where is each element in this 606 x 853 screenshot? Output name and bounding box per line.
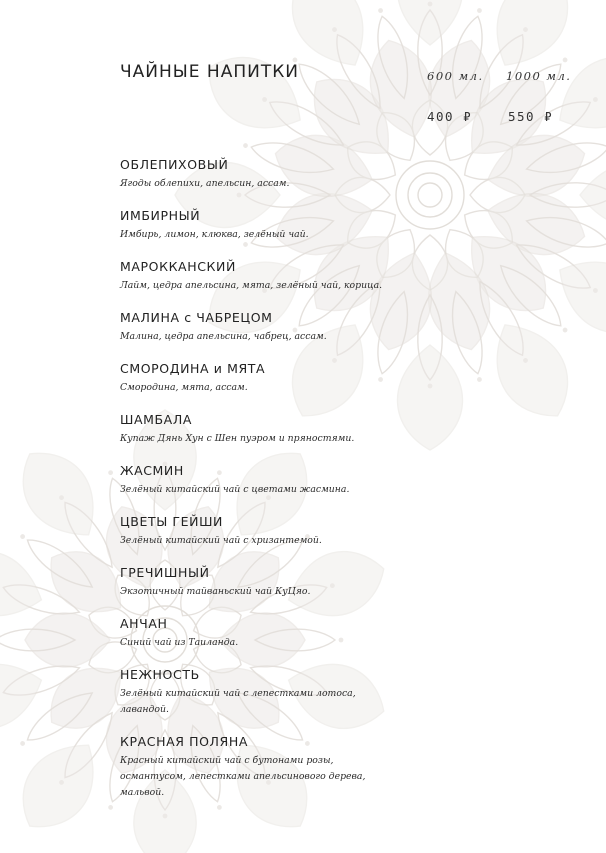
menu-item bbox=[120, 565, 420, 600]
item-description: Ягоды облепихи, апельсин, ассам. bbox=[120, 178, 290, 189]
item-name: ГРЕЧИШНЫЙ bbox=[120, 565, 210, 580]
price-600: 400 ₽ bbox=[427, 109, 473, 124]
item-name: МАРОККАНСКИЙ bbox=[120, 259, 236, 274]
item-description: Красный китайский чай с бутонами розы, османтусом, лепестками апельсинового дерева, мальвой. bbox=[120, 755, 366, 798]
item-description: Зелёный китайский чай с лепестками лотоса, лавандой. bbox=[120, 688, 356, 715]
item-name: МАЛИНА с ЧАБРЕЦОМ bbox=[120, 310, 273, 325]
item-name: ЖАСМИН bbox=[120, 463, 184, 478]
menu-item bbox=[120, 734, 420, 801]
item-description: Малина, цедра апельсина, чабрец, ассам. bbox=[120, 331, 327, 342]
page-title: ЧАЙНЫЕ НАПИТКИ bbox=[120, 62, 300, 82]
menu-item bbox=[120, 616, 420, 651]
item-name: ШАМБАЛА bbox=[120, 412, 192, 427]
menu-item bbox=[120, 310, 420, 345]
item-description: Купаж Дянь Хун с Шен пуэром и пряностями. bbox=[120, 433, 355, 444]
menu-item bbox=[120, 463, 420, 498]
item-description: Имбирь, лимон, клюква, зелёный чай. bbox=[120, 229, 309, 240]
menu-item bbox=[120, 157, 420, 192]
menu-items bbox=[120, 157, 420, 801]
volume-1000: 1000 мл. bbox=[506, 69, 572, 83]
item-name: АНЧАН bbox=[120, 616, 168, 631]
item-description: Смородина, мята, ассам. bbox=[120, 382, 248, 393]
menu-item bbox=[120, 259, 420, 294]
menu-item bbox=[120, 667, 420, 718]
item-name: СМОРОДИНА и МЯТА bbox=[120, 361, 266, 376]
price-1000: 550 ₽ bbox=[508, 109, 554, 124]
item-name: ЦВЕТЫ ГЕЙШИ bbox=[120, 514, 224, 529]
menu-item bbox=[120, 208, 420, 243]
item-name: ОБЛЕПИХОВЫЙ bbox=[120, 157, 229, 172]
item-name: ИМБИРНЫЙ bbox=[120, 208, 201, 223]
menu-item bbox=[120, 361, 420, 396]
item-description: Зелёный китайский чай с хризантемой. bbox=[120, 535, 322, 546]
item-description: Синий чай из Таиланда. bbox=[120, 637, 239, 648]
menu-item bbox=[120, 412, 420, 447]
item-description: Экзотичный тайваньский чай КуЦяо. bbox=[120, 586, 311, 597]
item-name: НЕЖНОСТЬ bbox=[120, 667, 200, 682]
item-description: Лайм, цедра апельсина, мята, зелёный чай, корица. bbox=[120, 280, 383, 291]
menu-item bbox=[120, 514, 420, 549]
item-description: Зелёный китайский чай с цветами жасмина. bbox=[120, 484, 350, 495]
item-name: КРАСНАЯ ПОЛЯНА bbox=[120, 734, 248, 749]
volume-600: 600 мл. bbox=[427, 69, 484, 83]
